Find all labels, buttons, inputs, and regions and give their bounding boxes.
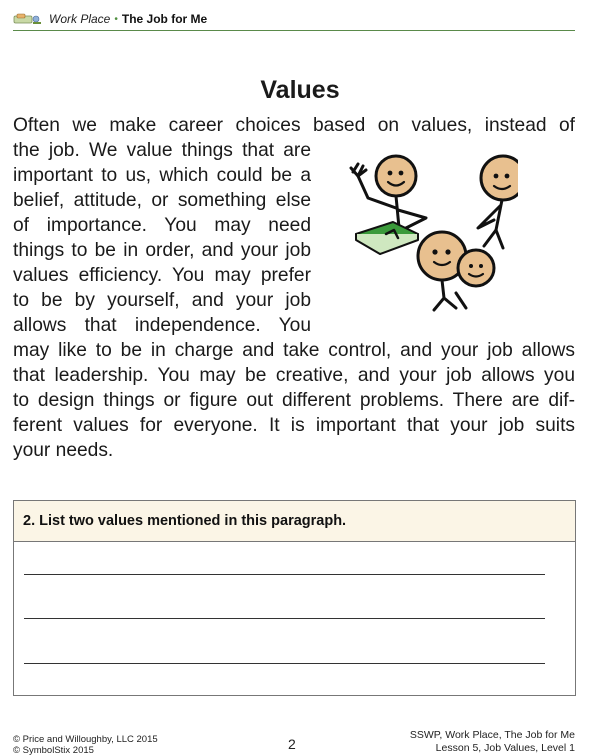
page-title: Values — [260, 76, 340, 104]
paragraph-line: may like to be in charge and take control, and your job allows — [13, 340, 575, 361]
footer-course-info — [410, 729, 575, 754]
work-place-logo-icon — [13, 13, 43, 25]
copyright-symbolstix: © SymbolStix 2015 — [13, 745, 94, 756]
paragraph-line: the job. We value things that are — [13, 140, 311, 161]
question-prompt: 2. List two values mentioned in this paragraph. — [14, 501, 575, 542]
paragraph-line: to be by yourself, and your job — [13, 290, 311, 311]
people-values-illustration — [338, 138, 518, 318]
paragraph-line: to design things or figure out different problems. There are dif- — [13, 390, 575, 411]
copyright-price-willoughby: © Price and Willoughby, LLC 2015 — [13, 734, 158, 745]
page-number: 2 — [288, 736, 296, 752]
paragraph-line: things to be in order, and your job — [13, 240, 311, 261]
paragraph-line: that leadership. You may be creative, and your job allows you — [13, 365, 575, 386]
paragraph-line: important to us, which could be a — [13, 165, 311, 186]
lesson-title: Lesson 5, Job Values, Level 1 — [435, 741, 575, 754]
answer-line-3[interactable] — [24, 663, 545, 664]
header-unit-title: The Job for Me — [121, 12, 208, 26]
paragraph-line: belief, attitude, or something else — [13, 190, 311, 211]
paragraph-line: ferent values for everyone. It is important that your job suits — [13, 415, 575, 436]
header-separator: • — [114, 13, 118, 25]
page-header — [13, 8, 575, 31]
question-box — [13, 500, 576, 696]
answer-line-1[interactable] — [24, 574, 545, 575]
course-title: SSWP, Work Place, The Job for Me — [409, 729, 575, 741]
answer-line-2[interactable] — [24, 618, 545, 619]
paragraph-line: values efficiency. You may prefer — [13, 265, 311, 286]
header-series: Work Place — [49, 12, 111, 26]
paragraph-line: Often we make career choices based on values, instead of — [13, 115, 575, 136]
paragraph-line: of importance. You may need — [13, 215, 311, 236]
paragraph-line: your needs. — [13, 440, 114, 461]
paragraph-line: allows that independence. You — [13, 315, 311, 336]
